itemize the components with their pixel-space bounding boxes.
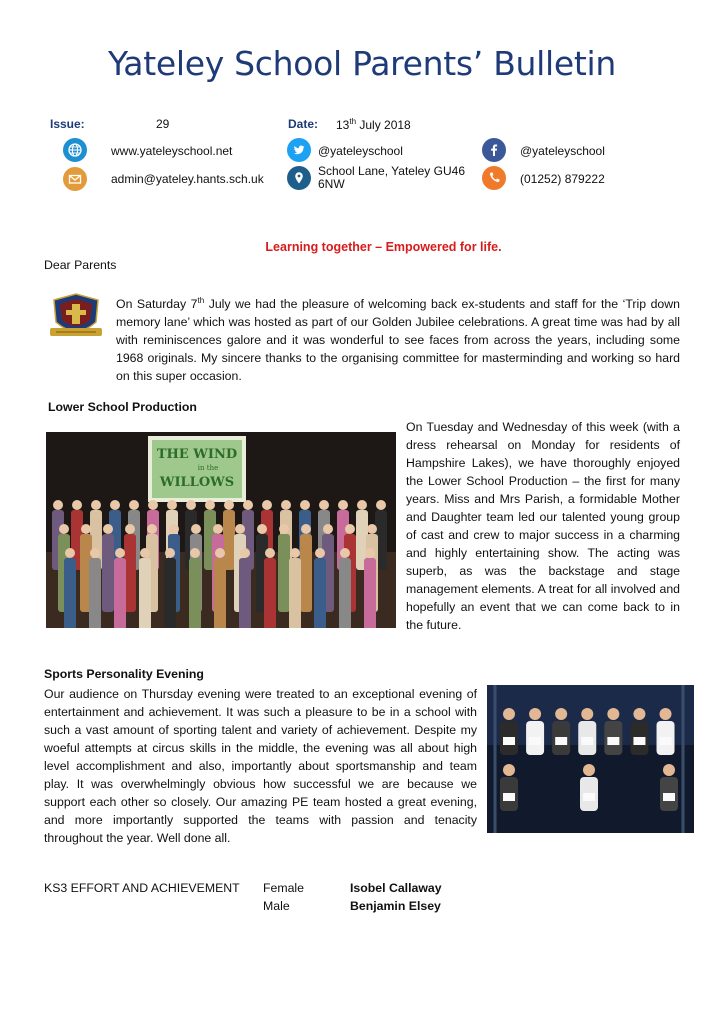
phone-number[interactable]: (01252) 879222 xyxy=(520,172,605,186)
school-motto: Learning together – Empowered for life. xyxy=(265,240,502,254)
school-address: School Lane, Yateley GU46 6NW xyxy=(318,164,465,191)
greeting: Dear Parents xyxy=(44,258,117,272)
female-winner: Isobel Callaway xyxy=(350,881,442,895)
date-value xyxy=(336,117,411,132)
intro-text-start: On Saturday 7 xyxy=(116,297,198,312)
sports-evening-photo xyxy=(487,685,694,833)
issue-value: 29 xyxy=(156,117,170,131)
screen-title-line1: THE WIND xyxy=(156,447,238,462)
intro-text-rest: July we had the pleasure of welcoming back ex-students and staff for the ‘Trip down memory lane’ which was hosted as part of our Golden Jubilee celebrations. A great time was had by all with reminiscences galore and it was wonderful to see faces from across the years, including some 1968 originals. My sincere thanks to the organising committee for masterminding and working so hard on this super occasion. xyxy=(116,297,680,384)
facebook-icon xyxy=(482,138,506,162)
twitter-icon xyxy=(287,138,311,162)
issue-label: Issue: xyxy=(50,117,85,131)
lower-school-heading: Lower School Production xyxy=(48,400,197,414)
screen-title-line3: WILLOWS xyxy=(159,475,235,490)
date-rest: July 2018 xyxy=(356,118,411,132)
sports-heading: Sports Personality Evening xyxy=(44,667,204,681)
date-label: Date: xyxy=(288,117,319,131)
twitter-handle[interactable]: @yateleyschool xyxy=(318,144,403,158)
sports-paragraph: Our audience on Thursday evening were treated to an exceptional evening of entertainment and achievement. It was such a pleasure to be in a school with such a vast amount of sporting talent and variety of achievement. Despite my woeful attempts at circus skills in the middle, the evening was all about high level accomplishment and also, importantly about sportsmanship and team play. It was overwhelmingly obvious how successful we are because we support each other so closely. Our amazing PE team hosted a great evening, and more importantly supported the teams with passion and tenacity throughout the year. Well done all. xyxy=(44,687,477,845)
location-pin-icon xyxy=(287,166,311,190)
phone-icon xyxy=(482,166,506,190)
email-link[interactable]: admin@yateley.hants.sch.uk xyxy=(111,172,264,186)
website-link[interactable]: www.yateleyschool.net xyxy=(111,144,233,158)
female-label: Female xyxy=(263,881,305,895)
date-suffix: th xyxy=(349,117,357,126)
bulletin-title: Yateley School Parents’ Bulletin xyxy=(107,44,617,83)
lower-school-paragraph: On Tuesday and Wednesday of this week (with a dress rehearsal on Monday for residents of Hampshire Lakes), we have thoroughly enjoyed the Lower School Production – the first for many years. Miss and Mrs Parish, a formidable Mother and Daughter team led our talented young group of cast and crew to major success in a charming and highly entertaining show. The acting was superb, as was the backstage and stage management elements. A treat for all involved and hopefully an event that we can come back to in the future. xyxy=(406,420,680,632)
lower-school-production-photo xyxy=(46,432,396,628)
facebook-handle[interactable]: @yateleyschool xyxy=(520,144,605,158)
date-day: 13 xyxy=(336,118,350,132)
jubilee-crest-image xyxy=(46,292,106,342)
envelope-icon xyxy=(63,167,87,191)
male-label: Male xyxy=(263,899,290,913)
intro-sup: th xyxy=(197,296,205,305)
globe-icon xyxy=(63,138,87,162)
male-winner: Benjamin Elsey xyxy=(350,899,441,913)
award-category: KS3 EFFORT AND ACHIEVEMENT xyxy=(44,881,240,895)
screen-title-line2: in the xyxy=(197,464,219,472)
intro-paragraph-top xyxy=(116,292,680,385)
